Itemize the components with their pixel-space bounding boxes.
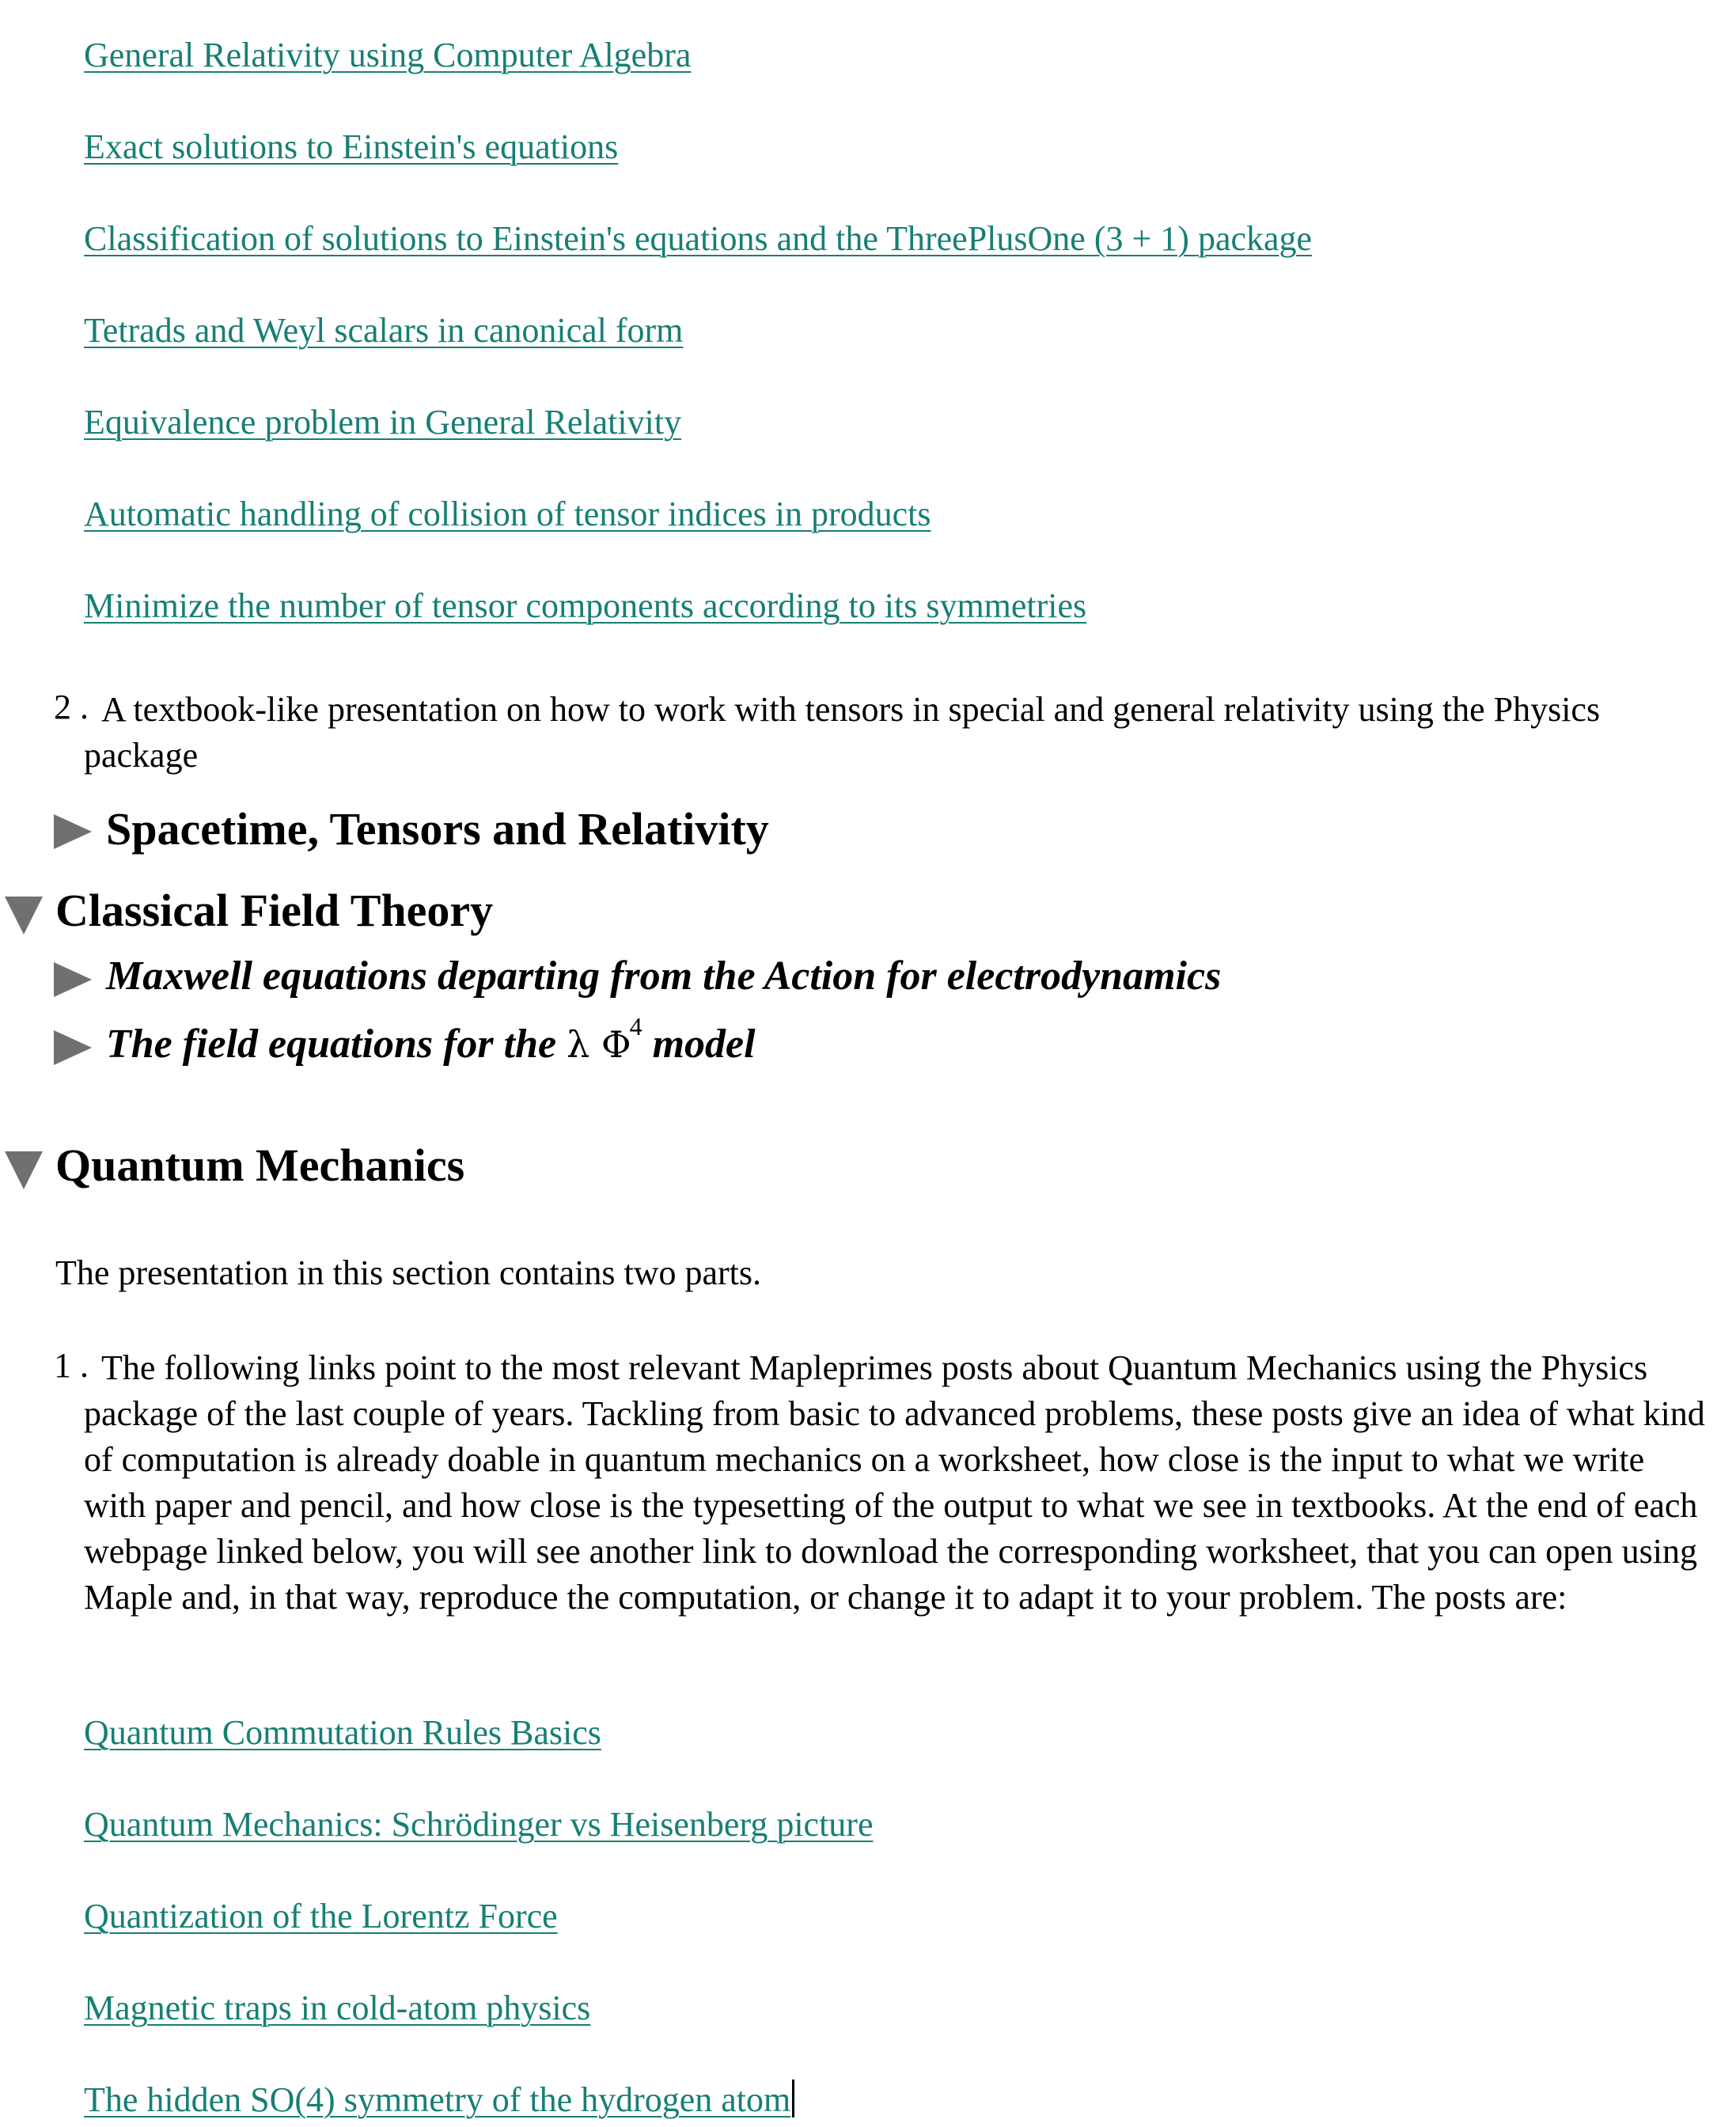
gr-list-number-2: 2 . — [54, 688, 89, 726]
triangle-right-icon[interactable] — [54, 1030, 92, 1065]
lambda-phi4-title-before: The field equations for the — [106, 1022, 567, 1067]
qm-link-lorentz-force[interactable]: Quantization of the Lorentz Force — [84, 1897, 558, 1936]
lambda-phi-symbol: λ Φ — [567, 1023, 631, 1066]
gr-list-item-2-body: A textbook-like presentation on how to work with tensors in special and general relativity using the Physics package — [84, 690, 1601, 775]
qm-link-commutation-rules[interactable]: Quantum Commutation Rules Basics — [84, 1713, 601, 1752]
phi-exponent: 4 — [629, 1012, 642, 1041]
qm-last-link-line — [84, 2080, 794, 2120]
triangle-down-icon[interactable] — [5, 897, 43, 935]
qm-link-schrodinger-heisenberg[interactable]: Quantum Mechanics: Schrödinger vs Heisenberg picture — [84, 1805, 874, 1844]
gr-link-tetrads-weyl[interactable]: Tetrads and Weyl scalars in canonical form — [84, 311, 684, 350]
gr-link-computer-algebra[interactable]: General Relativity using Computer Algebra — [84, 36, 692, 74]
qm-list-item-1-text: The following links point to the most relevant Mapleprimes posts about Quantum Mechanics using the Physics package of the last couple of years. Tackling from basic to advanced problems, these posts give an idea of what kind of computation is already doable in quantum mechanics on a worksheet, how close is the input to what we write with paper and pencil, and how close is the typesetting of the output to what we see in textbooks. At the end of each webpage linked below, you will see another link to download the corresponding worksheet, that you can open using Maple and, in that way, reproduce the computation, or change it to adapt it to your problem. The posts are: — [84, 1348, 1705, 1617]
qm-intro-text: The presentation in this section contains two parts. — [55, 1253, 762, 1292]
subsection-title-maxwell-equations[interactable]: Maxwell equations departing from the Action for electrodynamics — [106, 954, 1222, 999]
gr-link-equivalence-problem[interactable]: Equivalence problem in General Relativity — [84, 403, 682, 442]
qm-link-hidden-so4[interactable]: The hidden SO(4) symmetry of the hydrogen atom — [84, 2080, 791, 2119]
triangle-right-icon[interactable] — [54, 962, 92, 997]
gr-link-minimize-components[interactable]: Minimize the number of tensor components according to its symmetries — [84, 586, 1087, 625]
text-cursor — [792, 2080, 794, 2118]
gr-link-exact-solutions[interactable]: Exact solutions to Einstein's equations — [84, 127, 619, 166]
triangle-down-icon[interactable] — [5, 1151, 43, 1189]
gr-link-classification-threeplusone[interactable]: Classification of solutions to Einstein's equations and the ThreePlusOne (3 + 1) package — [84, 219, 1313, 258]
subsection-title-lambda-phi4[interactable] — [106, 1012, 756, 1067]
triangle-right-icon[interactable] — [54, 814, 92, 849]
qm-link-magnetic-traps[interactable]: Magnetic traps in cold-atom physics — [84, 1989, 591, 2027]
qm-list-number-1: 1 . — [54, 1346, 89, 1385]
lambda-phi4-title-after: model — [642, 1022, 756, 1067]
section-title-quantum-mechanics[interactable]: Quantum Mechanics — [55, 1139, 465, 1191]
gr-link-collision-indices[interactable]: Automatic handling of collision of tensor indices in products — [84, 495, 931, 533]
section-title-classical-field-theory[interactable]: Classical Field Theory — [55, 885, 494, 936]
subsection-title-spacetime[interactable]: Spacetime, Tensors and Relativity — [106, 803, 769, 855]
